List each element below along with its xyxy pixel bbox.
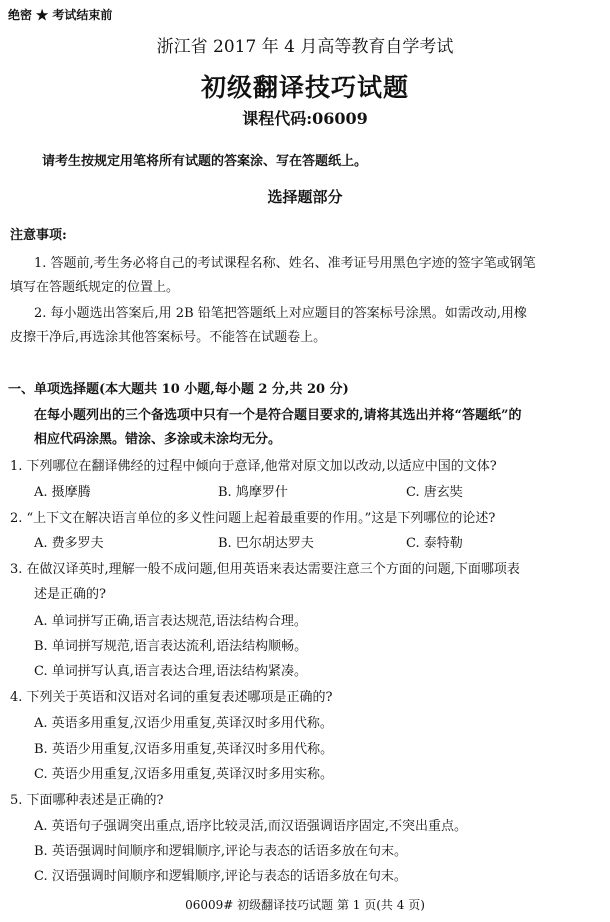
answer-notice: 请考生按规定用笔将所有试题的答案涂、写在答题纸上。 [42,154,368,169]
question-5-option-c: C. 汉语强调时间顺序和逻辑顺序,评论与表态的话语多放在句末。 [34,869,407,884]
confidential-mark: 绝密 ★ 考试结束前 [8,8,113,22]
page-footer: 06009# 初级翻译技巧试题 第 1 页(共 4 页) [185,898,425,912]
note-item-1-cont: 填写在答题纸规定的位置上。 [10,280,180,295]
question-1-option-a: A. 摄摩腾 [34,485,91,500]
exam-name: 浙江省 2017 年 4 月高等教育自学考试 [156,37,454,57]
note-item-2-cont: 皮擦干净后,再选涂其他答案标号。不能答在试题卷上。 [10,330,327,345]
note-item-1: 1. 答题前,考生务必将自己的考试课程名称、姓名、准考证号用黑色字迹的签字笔或钢笔 [34,256,536,271]
question-4-stem: 4. 下列关于英语和汉语对名词的重复表述哪项是正确的? [10,690,333,705]
question-4-option-a: A. 英语多用重复,汉语少用重复,英译汉时多用代称。 [34,716,333,731]
question-3-stem: 3. 在做汉译英时,理解一般不成问题,但用英语来表达需要注意三个方面的问题,下面哪项表 [10,562,520,577]
paper-title: 初级翻译技巧试题 [200,73,409,102]
question-4-option-c: C. 英语少用重复,汉语多用重复,英译汉时多用实称。 [34,767,334,782]
question-2-stem: 2. “上下文在解决语言单位的多义性问题上起着最重要的作用。”这是下列哪位的论述? [10,511,496,526]
question-2-option-a: A. 费多罗夫 [34,536,104,551]
section-instructions-cont: 相应代码涂黑。错涂、多涂或未涂均无分。 [34,432,282,447]
question-3-stem-cont: 述是正确的? [34,587,106,602]
question-1-option-b: B. 鸠摩罗什 [218,485,288,500]
question-1-option-c: C. 唐玄奘 [406,485,463,500]
section-heading: 一、单项选择题(本大题共 10 小题,每小题 2 分,共 20 分) [8,382,349,397]
note-item-2: 2. 每小题选出答案后,用 2B 铅笔把答题纸上对应题目的答案标号涂黑。如需改动,用橡 [34,306,527,321]
question-2-option-c: C. 泰特勒 [406,536,463,551]
notes-heading: 注意事项: [10,228,67,243]
question-3-option-b: B. 单词拼写规范,语言表达流利,语法结构顺畅。 [34,639,308,654]
question-3-option-c: C. 单词拼写认真,语言表达合理,语法结构紧凑。 [34,664,308,679]
question-5-option-b: B. 英语强调时间顺序和逻辑顺序,评论与表态的话语多放在句末。 [34,844,407,859]
question-2-option-b: B. 巴尔胡达罗夫 [218,536,314,551]
question-1-stem: 1. 下列哪位在翻译佛经的过程中倾向于意译,他常对原文加以改动,以适应中国的文体? [10,459,497,474]
question-4-option-b: B. 英语少用重复,汉语多用重复,英译汉时多用代称。 [34,742,334,757]
question-3-option-a: A. 单词拼写正确,语言表达规范,语法结构合理。 [34,614,307,629]
question-5-stem: 5. 下面哪种表述是正确的? [10,793,164,808]
question-5-option-a: A. 英语句子强调突出重点,语序比较灵活,而汉语强调语序固定,不突出重点。 [34,819,468,834]
section-instructions: 在每小题列出的三个备选项中只有一个是符合题目要求的,请将其选出并将“答题纸”的 [34,408,522,423]
course-code: 课程代码:06009 [242,109,368,128]
part-title: 选择题部分 [267,188,343,206]
